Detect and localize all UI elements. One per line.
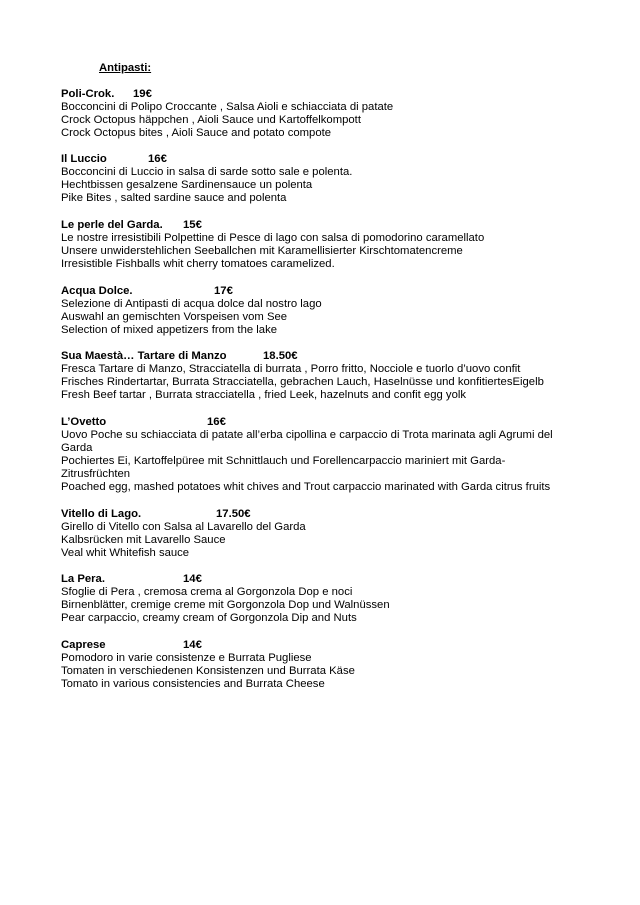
item-heading [61, 573, 581, 586]
item-name: L’Ovetto [61, 416, 107, 428]
item-description-it: Fresca Tartare di Manzo, Stracciatella di burrata , Porro fritto, Nocciole e tuorlo d’uovo confit [61, 363, 521, 375]
item-description-en: Crock Octopus bites , Aioli Sauce and potato compote [61, 127, 332, 139]
item-description-de: Kalbsrücken mit Lavarello Sauce [61, 534, 226, 546]
item-description-de: Pochiertes Ei, Kartoffelpüree mit Schnittlauch und Forellencarpaccio mariniert mit Garda-Zitrusfrüchten [61, 455, 506, 480]
item-heading [61, 88, 581, 101]
item-description-en: Pear carpaccio, creamy cream of Gorgonzola Dip and Nuts [61, 612, 357, 624]
item-description-de: Birnenblätter, cremige creme mit Gorgonzola Dop und Walnüssen [61, 599, 390, 611]
menu-item-poli-crok [61, 88, 581, 140]
item-name: La Pera. [61, 573, 105, 585]
item-heading [61, 639, 581, 652]
item-description-it: Le nostre irresistibili Polpettine di Pesce di lago con salsa di pomodorino caramellato [61, 232, 485, 244]
item-price: 18.50€ [263, 350, 298, 362]
menu-item-tartare-di-manzo [61, 350, 621, 402]
menu-item-il-luccio [61, 153, 581, 205]
item-description-de: Hechtbissen gesalzene Sardinensauce un polenta [61, 179, 313, 191]
item-description-it: Bocconcini di Polipo Croccante , Salsa Aioli e schiacciata di patate [61, 101, 394, 113]
item-description-de: Frisches Rindertartar, Burrata Stracciatella, gebrachen Lauch, Haselnüsse und konfitiertesEigelb [61, 376, 544, 388]
item-price: 15€ [183, 219, 202, 231]
item-description-en: Tomato in various consistencies and Burrata Cheese [61, 678, 325, 690]
item-name: Vitello di Lago. [61, 508, 142, 520]
item-description-it: Uovo Poche su schiacciata di patate all’erba cipollina e carpaccio di Trota marinata agli Agrumi del Garda [61, 429, 553, 454]
item-price: 14€ [183, 573, 202, 585]
menu-item-acqua-dolce [61, 285, 581, 337]
item-heading [61, 153, 581, 166]
menu-item-la-pera [61, 573, 581, 625]
item-name: Il Luccio [61, 153, 107, 165]
item-description-de: Unsere unwiderstehlichen Seeballchen mit Karamellisierter Kirschtomatencreme [61, 245, 463, 257]
menu-item-caprese [61, 639, 581, 691]
item-description-it: Selezione di Antipasti di acqua dolce dal nostro lago [61, 298, 322, 310]
item-price: 16€ [207, 416, 226, 428]
item-price: 16€ [148, 153, 167, 165]
item-description-en: Poached egg, mashed potatoes whit chives and Trout carpaccio marinated with Garda citrus fruits [61, 481, 551, 493]
item-heading [61, 285, 581, 298]
item-price: 17.50€ [216, 508, 251, 520]
item-description-it: Pomodoro in varie consistenze e Burrata Pugliese [61, 652, 312, 664]
item-description-it: Sfoglie di Pera , cremosa crema al Gorgonzola Dop e noci [61, 586, 353, 598]
item-heading [61, 219, 581, 232]
item-description-de: Crock Octopus häppchen , Aioli Sauce und Kartoffelkompott [61, 114, 361, 126]
section-title-antipasti: Antipasti: [99, 62, 152, 74]
item-price: 14€ [183, 639, 202, 651]
item-description-it: Bocconcini di Luccio in salsa di sarde sotto sale e polenta. [61, 166, 353, 178]
item-description-en: Fresh Beef tartar , Burrata stracciatella , fried Leek, hazelnuts and confit egg yolk [61, 389, 467, 401]
item-name: Le perle del Garda. [61, 219, 163, 231]
menu-item-vitello-di-lago [61, 508, 581, 560]
item-heading [61, 350, 621, 363]
item-description-de: Auswahl an gemischten Vorspeisen vom See [61, 311, 288, 323]
item-name: Sua Maestà… Tartare di Manzo [61, 350, 227, 362]
item-name: Poli-Crok. [61, 88, 115, 100]
item-name: Caprese [61, 639, 106, 651]
item-description-it: Girello di Vitello con Salsa al Lavarello del Garda [61, 521, 306, 533]
item-description-de: Tomaten in verschiedenen Konsistenzen und Burrata Käse [61, 665, 355, 677]
item-description-en: Selection of mixed appetizers from the lake [61, 324, 278, 336]
item-heading [61, 416, 571, 429]
menu-item-le-perle-del-garda [61, 219, 581, 271]
item-description-en: Pike Bites , salted sardine sauce and polenta [61, 192, 287, 204]
item-price: 19€ [133, 88, 152, 100]
item-description-en: Irresistible Fishballs whit cherry tomatoes caramelized. [61, 258, 335, 270]
item-heading [61, 508, 581, 521]
item-description-en: Veal whit Whitefish sauce [61, 547, 190, 559]
menu-item-l-ovetto [61, 416, 571, 494]
item-price: 17€ [214, 285, 233, 297]
item-name: Acqua Dolce. [61, 285, 133, 297]
